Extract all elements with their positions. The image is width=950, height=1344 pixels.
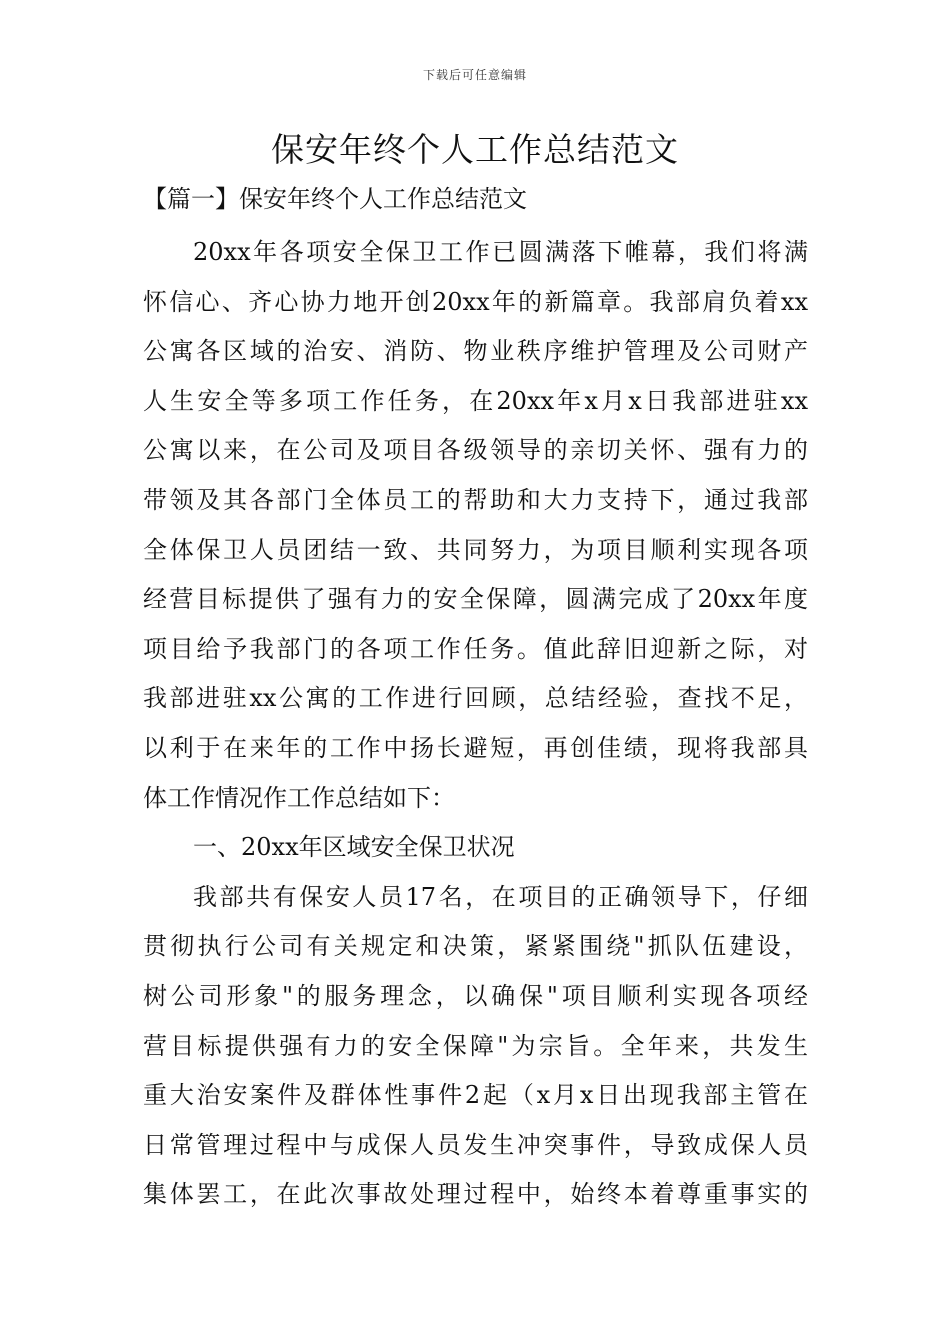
body-line: 项目给予我部门的各项工作任务。值此辞旧迎新之际，对 <box>143 634 808 663</box>
body-line: 贯彻执行公司有关规定和决策，紧紧围绕"抓队伍建设， <box>143 932 808 961</box>
body-line: 经营目标提供了强有力的安全保障，圆满完成了20xx年度 <box>143 585 808 614</box>
body-line: 我部共有保安人员17名，在项目的正确领导下，仔细 <box>193 882 808 911</box>
body-line: 人生安全等多项工作任务，在20xx年x月x日我部进驻xx <box>143 386 808 415</box>
body-line: 公寓以来，在公司及项目各级领导的亲切关怀、强有力的 <box>143 436 808 465</box>
body-line: 怀信心、齐心协力地开创20xx年的新篇章。我部肩负着xx <box>143 287 808 316</box>
section-heading: 【篇一】保安年终个人工作总结范文 <box>143 185 527 213</box>
body-line: 20xx年各项安全保卫工作已圆满落下帷幕，我们将满 <box>193 238 808 266</box>
body-line: 重大治安案件及群体性事件2起（x月x日出现我部主管在 <box>143 1081 808 1110</box>
body-line: 树公司形象"的服务理念，以确保"项目顺利实现各项经 <box>143 982 808 1010</box>
body-line: 营目标提供强有力的安全保障"为宗旨。全年来，共发生 <box>143 1031 808 1060</box>
body-line: 公寓各区域的治安、消防、物业秩序维护管理及公司财产 <box>143 337 808 366</box>
body-line: 一、20xx年区域安全保卫状况 <box>193 833 515 862</box>
header-note: 下载后可任意编辑 <box>422 68 527 82</box>
body-line: 日常管理过程中与成保人员发生冲突事件，导致成保人员 <box>143 1130 808 1159</box>
body-line: 全体保卫人员团结一致、共同努力，为项目顺利实现各项 <box>143 535 808 564</box>
body-line: 带领及其各部门全体员工的帮助和大力支持下，通过我部 <box>143 486 808 514</box>
body-line: 以利于在来年的工作中扬长避短，再创佳绩，现将我部具 <box>143 734 808 762</box>
body-line: 集体罢工，在此次事故处理过程中，始终本着尊重事实的 <box>143 1180 808 1209</box>
document-title: 保安年终个人工作总结范文 <box>271 130 679 169</box>
body-line: 我部进驻xx公寓的工作进行回顾，总结经验，查找不足， <box>143 684 808 713</box>
body-line: 体工作情况作工作总结如下： <box>143 783 455 812</box>
